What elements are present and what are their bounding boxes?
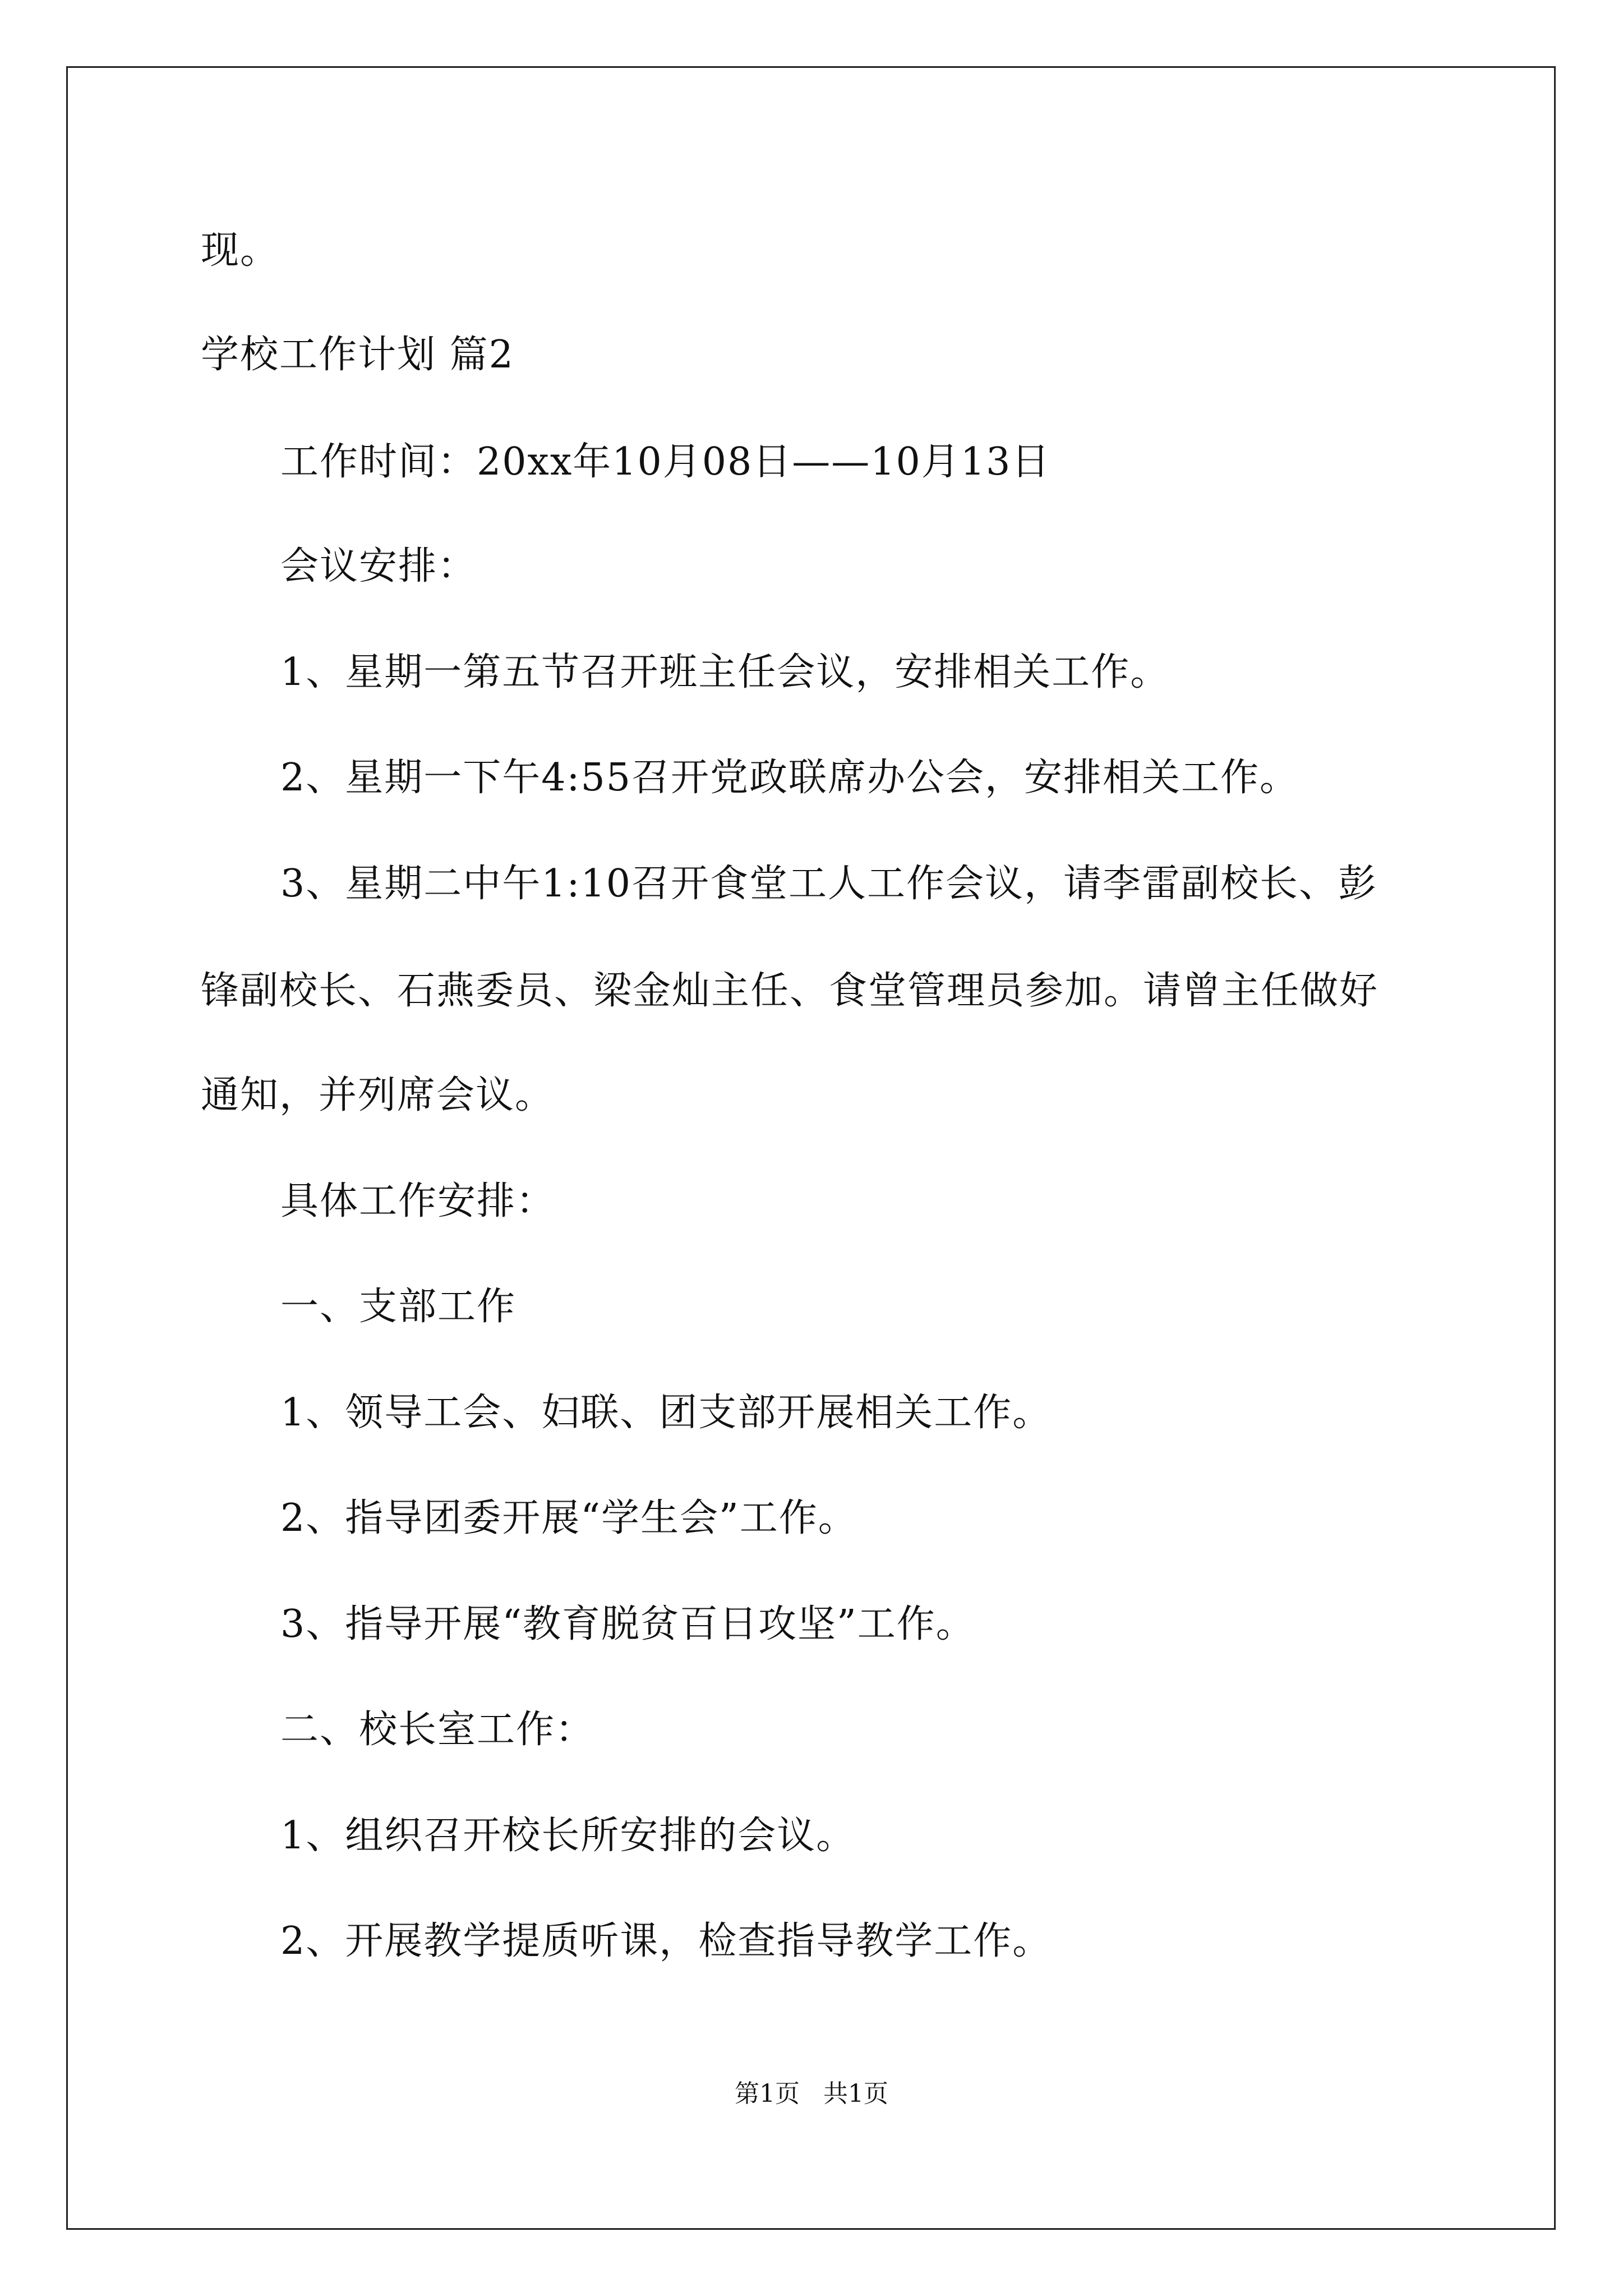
text-line: 工作时间：20xx年10月08日——10月13日: [280, 440, 1051, 484]
text-line: 锋副校长、石燕委员、梁金灿主任、食堂管理员参加。请曾主任做好: [201, 969, 1379, 1013]
section-heading: 学校工作计划 篇2: [201, 333, 514, 377]
text-line: 具体工作安排：: [280, 1179, 556, 1223]
text-line: 2、指导团委开展“学生会”工作。: [280, 1496, 857, 1540]
text-line: 3、星期二中午1:10召开食堂工人工作会议，请李雷副校长、彭: [280, 862, 1377, 906]
text-line: 二、校长室工作：: [280, 1708, 595, 1752]
text-line: 现。: [201, 228, 280, 273]
text-line: 一、支部工作: [280, 1285, 517, 1329]
text-line: 1、星期一第五节召开班主任会议，安排相关工作。: [280, 650, 1170, 694]
text-line: 会议安排：: [280, 544, 477, 588]
text-line: 1、领导工会、妇联、团支部开展相关工作。: [280, 1391, 1052, 1435]
text-line: 2、开展教学提质听课，检查指导教学工作。: [280, 1919, 1052, 1963]
text-line: 2、星期一下午4:55召开党政联席办公会，安排相关工作。: [280, 756, 1299, 800]
text-line: 通知，并列席会议。: [201, 1073, 555, 1117]
page-border: [66, 66, 1556, 2230]
text-line: 3、指导开展“教育脱贫百日攻坚”工作。: [280, 1602, 975, 1646]
text-line: 1、组织召开校长所安排的会议。: [280, 1814, 856, 1858]
page-footer: 第1页 共1页: [735, 2079, 888, 2108]
